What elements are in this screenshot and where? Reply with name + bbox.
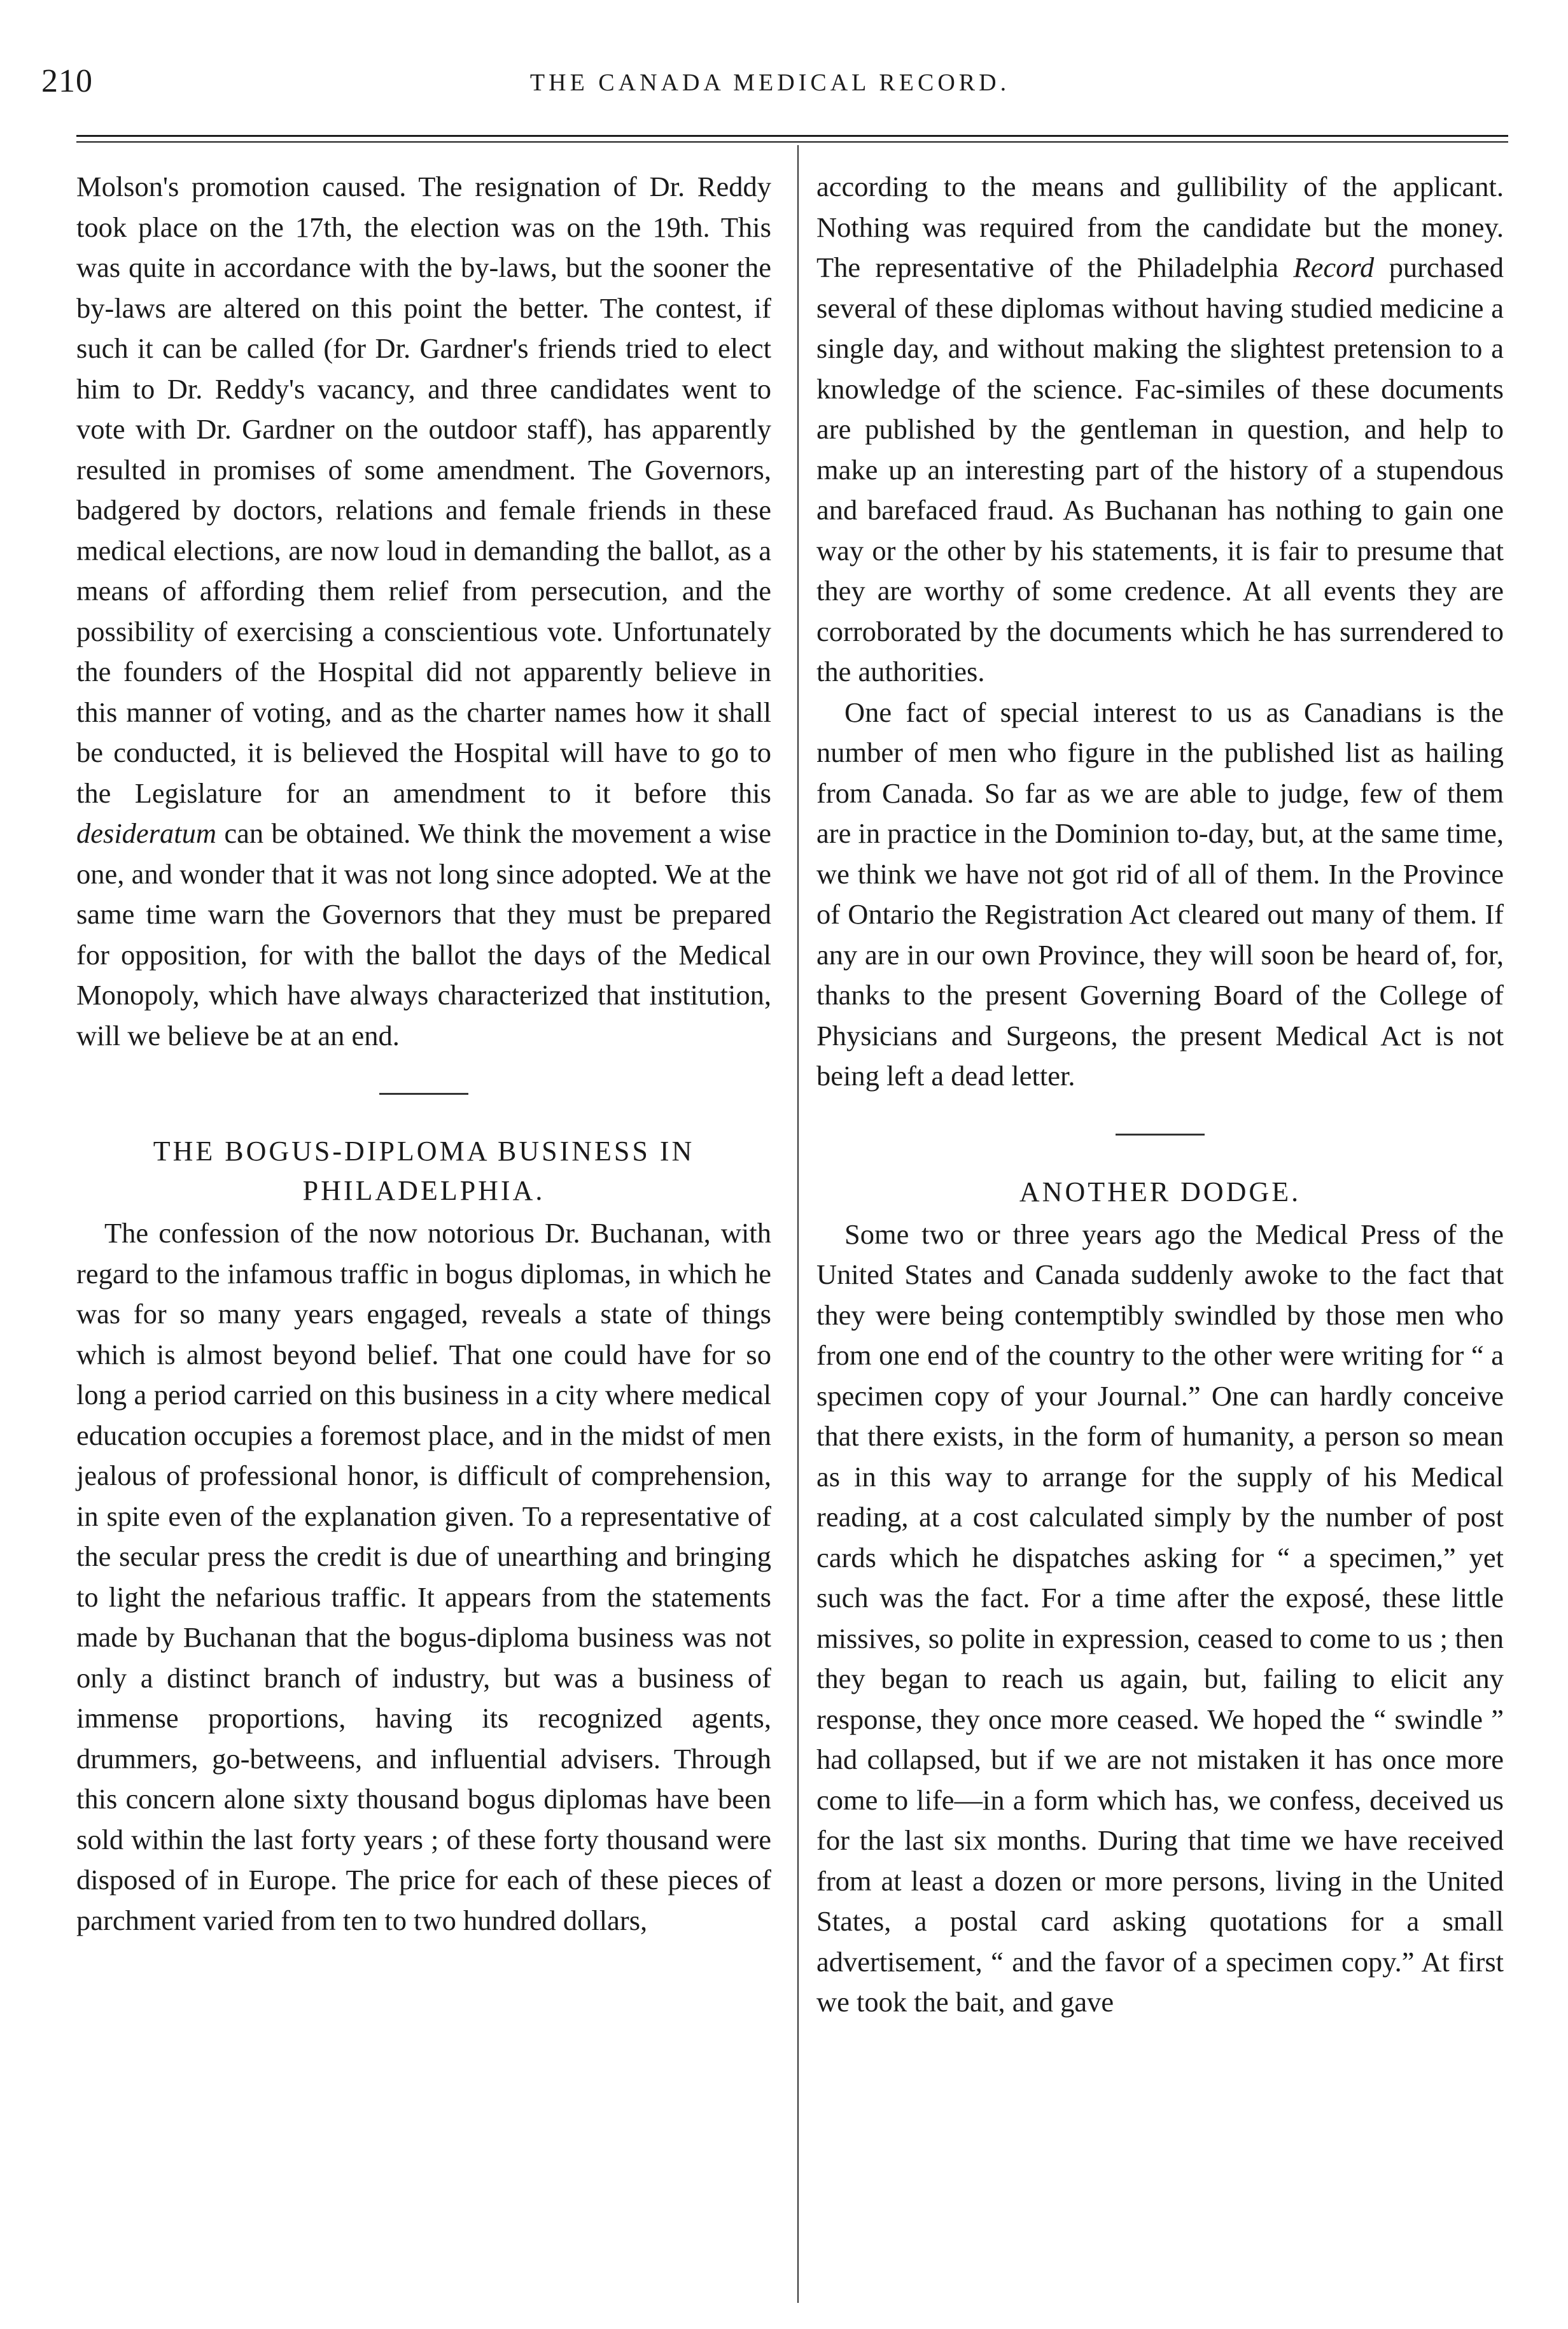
running-title: THE CANADA MEDICAL RECORD. — [529, 69, 1011, 96]
continued-paragraph: Molson's promotion caused. The resignation of Dr. Reddy took place on the 17th, the election was on the 19th. This was quite in accordance with the by-laws, but the sooner the by-laws are altered on this point the better. The contest, if such it can be called (for Dr. Gardner's friends tried to elect him to Dr. Reddy's vacancy, and three candidates went to vote with Dr. Gardner on the outdoor staff), has apparently resulted in promises of some amendment. The Governors, badgered by doctors, relations and female friends in these medical elections, are now loud in demanding the ballot, as a means of affording them relief from persecution, and the possibility of exercising a conscientious vote. Unfortunately the founders of the Hospital did not apparently believe in this manner of voting, and as the charter names how it shall be conducted, it is believed the Hospital will have to go to the Legislature for an amendment to it before this desideratum can be obtained. We think the movement a wise one, and wonder that it was not long since adopted. We at the same time warn the Governors that they must be prepared for opposition, for with the ballot the days of the Medical Monopoly, which have always characterized that institution, will we believe be at an end. — [76, 171, 771, 1052]
section-separator — [1116, 1134, 1205, 1136]
italic-term: desideratum — [76, 817, 217, 849]
right-column — [816, 167, 1504, 2023]
italic-term: Record — [1293, 251, 1375, 283]
article-body-paragraph: Some two or three years ago the Medical Press of the United States and Canada suddenly awoke to the fact that they were being contemptibly swindled by those men who from one end of the country to the other were writing for “ a specimen copy of your Journal.” One can hardly conceive that there exists, in the form of humanity, a person so mean as in this way to arrange for the supply of his Medical reading, at a cost calculated simply by the number of post cards which he dispatches asking for “ a specimen,” yet such was the fact. For a time after the exposé, these little missives, so polite in expression, ceased to come to us ; then they began to reach us again, but, failing to elicit any response, they once more ceased. We hoped the “ swindle ” had collapsed, but if we are not mistaken it has once more come to life—in a form which has, we confess, deceived us for the last six months. During that time we have received from at least a dozen or more persons, living in the United States, a postal card asking quotations for a small advertisement, “ and the favor of a specimen copy.” At first we took the bait, and gave — [816, 1218, 1504, 2018]
body-paragraph: One fact of special interest to us as Canadians is the number of men who figure in the published list as hailing from Canada. So far as we are able to judge, few of them are in practice in the Dominion to-day, but, at the same time, we think we have not got rid of all of them. In the Province of Ontario the Registration Act cleared out many of them. If any are in our own Province, they will soon be heard of, for, thanks to the present Governing Board of the College of Physicians and Surgeons, the present Medical Act is not being left a dead letter. — [816, 696, 1504, 1092]
header-rule-thin — [76, 141, 1508, 143]
article-body-paragraph: The confession of the now notorious Dr. Buchanan, with regard to the infamous traffic in bogus diplomas, in which he was for so many years engaged, reveals a state of things which is almost beyond belief. That one could have for so long a period carried on this business in a city where medical education occupies a foremost place, and in the midst of men jealous of professional honor, is difficult of comprehension, in spite even of the explanation given. To a representative of the secular press the credit is due of unearthing and bringing to light the nefarious traffic. It appears from the statements made by Buchanan that the bogus-diploma business was not only a distinct branch of industry, but was a business of immense proportions, having its recognized agents, drummers, go-betweens, and influential advisers. Through this concern alone sixty thousand bogus diplomas have been sold within the last forty years ; of these forty thousand were disposed of in Europe. The price for each of these pieces of parchment varied from ten to two hundred dollars, — [76, 1217, 771, 1936]
header-rule-thick — [76, 135, 1508, 137]
section-separator — [379, 1093, 468, 1095]
continued-paragraph: according to the means and gullibility of the applicant. Nothing was required from the candidate but the money. The representative of the Philadelphia Record purchased several of these diplomas without having studied medicine a single day, and without making the slightest pretension to a knowledge of the science. Fac-similes of these documents are published by the gentleman in question, and help to make up an interesting part of the history of a stupendous and barefaced fraud. As Buchanan has nothing to gain one way or the other by his statements, it is fair to presume that they are worthy of some credence. At all events they are corroborated by the documents which he has surrendered to the authorities. — [816, 171, 1504, 687]
page-header — [41, 62, 1499, 107]
article-title-bogus-diploma: THE BOGUS-DIPLOMA BUSINESS IN PHILADELPHIA. — [153, 1136, 695, 1206]
left-column — [76, 167, 771, 1941]
article-title-another-dodge: ANOTHER DODGE. — [1019, 1176, 1301, 1207]
page-number: 210 — [41, 63, 93, 99]
column-divider — [797, 145, 799, 2303]
